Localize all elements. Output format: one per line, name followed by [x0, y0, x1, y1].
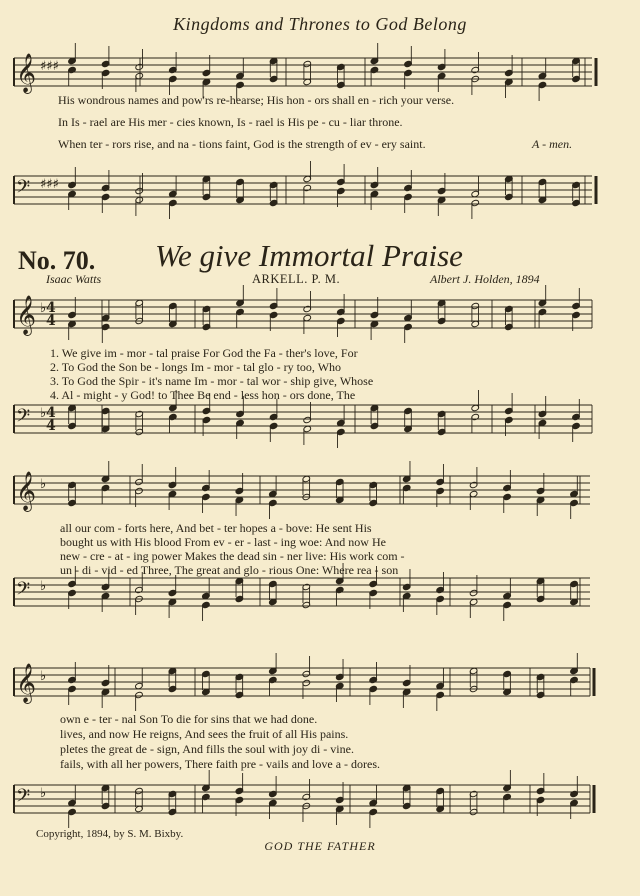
- lyric-s3-v2: lives, and now He reigns, And sees the fruit of all His pains.: [60, 727, 349, 741]
- key-signature-icon: ♯♯♯: [40, 59, 59, 74]
- lyric-s1-v2: 2. To God the Son be - longs Im - mor - tal glo - ry too, Who: [50, 360, 342, 374]
- treble-clef-icon: 𝄞: [16, 295, 37, 335]
- key-signature-icon: ♭: [40, 301, 47, 316]
- lyric-s2-v4: un - di - vid - ed Three, The great and glo - rious One: Where rea - son: [60, 563, 399, 577]
- key-signature-icon: ♯♯♯: [40, 177, 59, 192]
- bass-clef-icon: 𝄢: [16, 786, 31, 811]
- composer: Albert J. Holden, 1894: [430, 272, 540, 286]
- section-footer: GOD THE FATHER: [264, 839, 376, 853]
- lyric-s2-v3: new - cre - at - ing power Makes the dead sin - ner live: His work com -: [60, 549, 405, 563]
- key-signature-icon: ♭: [40, 406, 47, 421]
- lyric-s3-v4: fails, with all her powers, There faith pre - vails and love a - dores.: [60, 757, 381, 771]
- time-signature: 4: [46, 405, 56, 421]
- hymn-number: No. 70.: [18, 246, 96, 275]
- previous-lyric-line-1: His wondrous names and pow'rs re-hearse; His hon - ors shall en - rich your verse.: [58, 93, 455, 107]
- lyric-s3-v3: pletes the great de - sign, And fills the soul with joy di - vine.: [60, 742, 354, 756]
- lyric-s1-v1: 1. We give im - mor - tal praise For God the Fa - ther's love, For: [50, 346, 358, 360]
- bass-clef-icon: 𝄢: [16, 177, 31, 202]
- lyric-s2-v2: bought us with His blood From ev - er - last - ing woe: And now He: [60, 535, 386, 549]
- tune-name: ARKELL. P. M.: [252, 272, 341, 286]
- hymn-author: Isaac Watts: [46, 272, 102, 286]
- lyric-s1-v4: 4. Al - might - y God! to Thee Be end - less hon - ors done, The: [50, 388, 356, 402]
- lyric-s2-v1: all our com - forts here, And bet - ter hopes a - bove: He sent His: [60, 521, 372, 535]
- time-signature: 4: [46, 300, 56, 316]
- treble-clef-icon: 𝄞: [16, 471, 37, 511]
- key-signature-icon: ♭: [40, 477, 47, 492]
- key-signature-icon: ♭: [40, 579, 47, 594]
- lyric-s3-v1: own e - ter - nal Son To die for sins that we had done.: [60, 712, 318, 726]
- time-signature: 4: [46, 418, 56, 434]
- bass-clef-icon: 𝄢: [16, 406, 31, 431]
- lyric-s1-v3: 3. To God the Spir - it's name Im - mor - tal wor - ship give, Whose: [50, 374, 374, 388]
- previous-lyric-line-2: In Is - rael are His mer - cies known, Is - rael is His pe - cu - liar throne.: [58, 115, 403, 129]
- amen-text: A - men.: [532, 137, 573, 151]
- treble-clef-icon: 𝄞: [16, 53, 37, 93]
- previous-lyric-line-3: When ter - rors rise, and na - tions faint, God is the strength of ev - ery saint.: [58, 137, 426, 151]
- hymn-title: We give Immortal Praise: [155, 238, 463, 273]
- bass-clef-icon: 𝄢: [16, 579, 31, 604]
- previous-hymn-title: Kingdoms and Thrones to God Belong: [173, 14, 467, 34]
- key-signature-icon: ♭: [40, 669, 47, 684]
- copyright-notice: Copyright, 1894, by S. M. Bixby.: [36, 828, 184, 840]
- key-signature-icon: ♭: [40, 786, 47, 801]
- treble-clef-icon: 𝄞: [16, 663, 37, 703]
- time-signature: 4: [46, 313, 56, 329]
